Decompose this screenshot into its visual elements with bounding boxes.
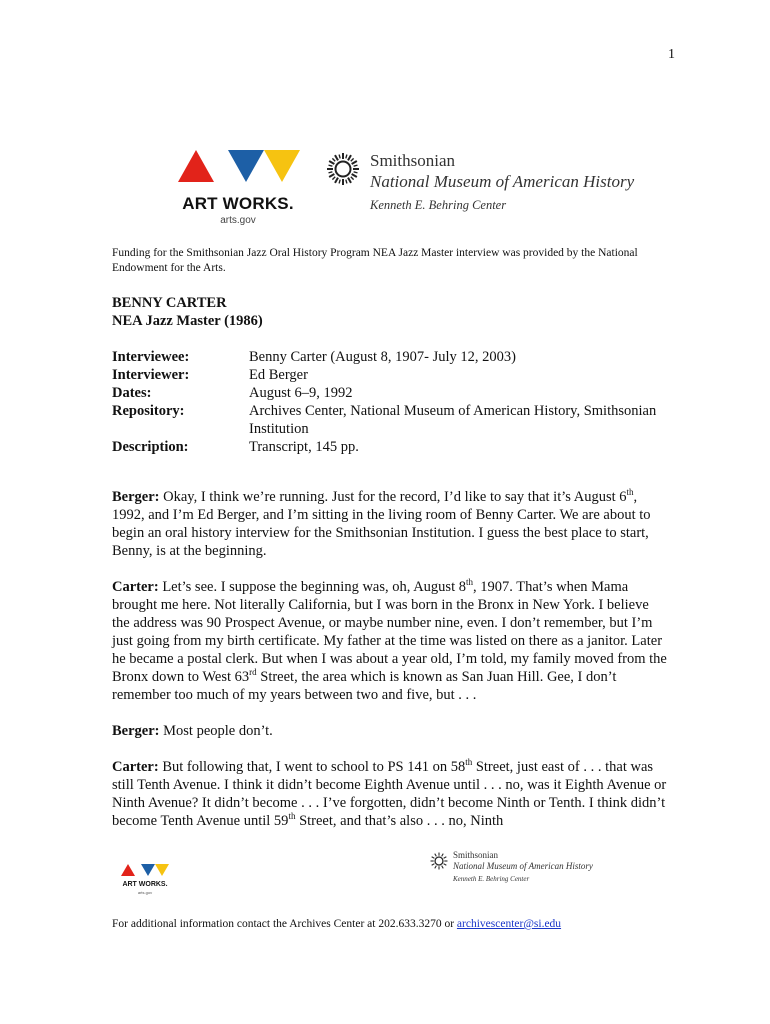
footer-logos [120,850,600,900]
metadata-row [112,438,692,456]
art-works-logo-title: ART WORKS. [182,194,294,213]
smithsonian-sunburst-icon [430,852,448,870]
metadata-row [112,366,692,384]
metadata-value: August 6–9, 1992 [249,385,353,401]
metadata-label: Description: [112,439,189,455]
smithsonian-center: Kenneth E. Behring Center [370,198,507,212]
smithsonian-museum: National Museum of American History [370,172,635,191]
interview-metadata [112,348,692,456]
art-works-logo-small [120,864,170,898]
speaker-label: Carter: [112,579,159,595]
smithsonian-small-center: Kenneth E. Behring Center [453,875,530,883]
smithsonian-logo [326,150,636,226]
metadata-row [112,402,692,438]
art-works-logo [176,148,300,226]
funding-note: Funding for the Smithsonian Jazz Oral History Program NEA Jazz Master interview was provided by the National Endowment for the Arts. [112,247,638,274]
header-logos [176,148,636,228]
archives-email-link[interactable]: archivescenter@si.edu [456,918,562,930]
metadata-value: Benny Carter (August 8, 1907- July 12, 2003) [249,349,517,365]
smithsonian-small-museum: National Museum of American History [453,861,593,871]
smithsonian-logo-small [430,850,600,890]
metadata-row [112,384,692,402]
smithsonian-name: Smithsonian [370,151,456,170]
art-works-logo-subtitle: arts.gov [220,215,256,226]
metadata-row [112,348,692,366]
transcript-paragraph: Carter: Let’s see. I suppose the beginning was, oh, August 8th, 1907. That’s when Mama brought me here. Not literally California, but I was born in the Bronx in New York. I believe the address was 90 Prospect Avenue, or maybe number nine, even. I don’t remember, but I’m just going from my birth certificate. My father at the time was listed on there as a janitor. Later he became a postal clerk. But when I was about a year old, I’m told, my family moved from the Bronx down to West 63rd Street, the area which is known as San Juan Hill. Gee, I don’t remember too much of my years between two and five, but . . . [112,577,667,703]
footer-contact [112,918,672,930]
art-works-logo-small-subtitle: arts.gov [137,890,153,895]
speaker-label: Berger: [112,723,160,739]
subject-heading [112,294,263,330]
metadata-value: Ed Berger [249,367,308,383]
metadata-label: Interviewer: [112,367,190,383]
speaker-label: Carter: [112,759,159,775]
metadata-value: Transcript, 145 pp. [249,439,359,455]
art-works-logo-small-title: ART WORKS. [122,881,168,888]
metadata-label: Dates: [112,385,152,401]
transcript-paragraph: Carter: But following that, I went to school to PS 141 on 58th Street, just east of . . . that was still Tenth Avenue. I think it didn’t become Eighth Avenue until . . . no, was it Eighth Avenue or Ninth Avenue? It didn’t become . . . I’ve forgotten, didn’t become Ninth or Tenth. I think didn’t become Tenth Avenue until 59th Street, and that’s also . . . no, Ninth [112,757,667,829]
subject-title: NEA Jazz Master (1986) [112,313,263,329]
smithsonian-small-name: Smithsonian [453,850,499,860]
speaker-label: Berger: [112,489,160,505]
metadata-value: Archives Center, National Museum of American History, Smithsonian Institution [249,403,657,437]
smithsonian-sunburst-icon [326,152,360,186]
transcript [112,488,670,848]
art-works-triangles-icon [176,148,300,182]
transcript-paragraph: Berger: Most people don’t. [112,723,273,739]
metadata-label: Interviewee: [112,349,190,365]
metadata-label: Repository: [112,403,185,419]
page-number: 1 [668,47,675,62]
subject-name: BENNY CARTER [112,295,227,311]
transcript-paragraph: Berger: Okay, I think we’re running. Just for the record, I’d like to say that it’s August 6th, 1992, and I’m Ed Berger, and I’m sitting in the living room of Benny Carter. We are about to begin an oral history interview for the Smithsonian Institution. I guess the best place to start, Benny, is at the beginning. [112,487,651,559]
footer-contact-text: For additional information contact the Archives Center at 202.633.3270 or [112,918,457,930]
